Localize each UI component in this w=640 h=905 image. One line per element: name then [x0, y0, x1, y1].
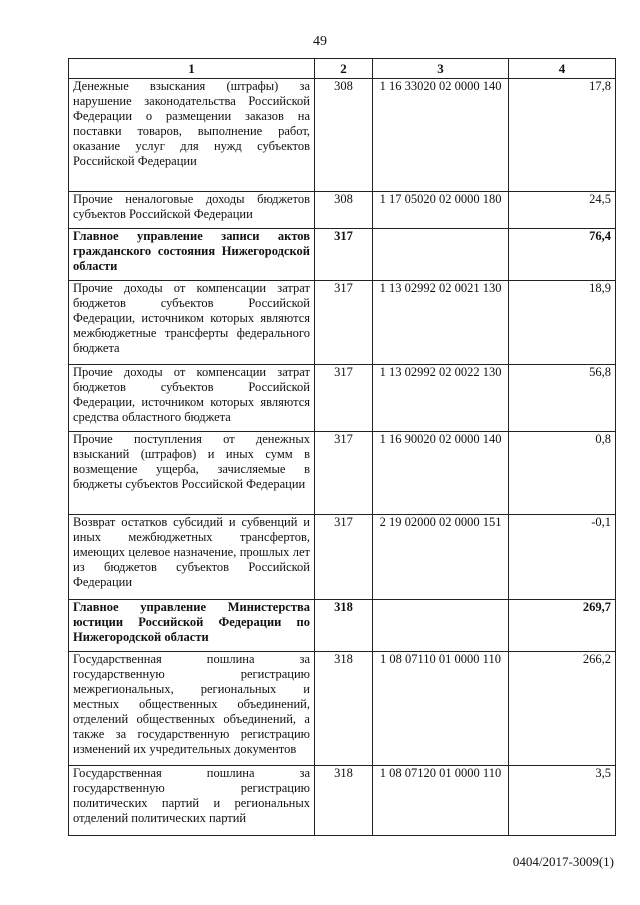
column-header-1: 1 — [69, 59, 315, 79]
table-row — [69, 79, 616, 192]
row-amount: 24,5 — [509, 192, 616, 229]
row-code: 317 — [315, 229, 373, 281]
column-header-2: 2 — [315, 59, 373, 79]
row-name: Главное управление Министерства юстиции Российской Федерации по Нижегородской области — [69, 600, 315, 652]
row-name: Возврат остатков субсидий и субвенций и иных межбюджетных трансфертов, имеющих целевое назначение, прошлых лет из бюджетов субъектов Российской Федерации — [69, 515, 315, 600]
row-kbk: 1 17 05020 02 0000 180 — [373, 192, 509, 229]
document-registration-code: 0404/2017-3009(1) — [512, 854, 614, 869]
row-code: 318 — [315, 600, 373, 652]
row-kbk: 2 19 02000 02 0000 151 — [373, 515, 509, 600]
row-kbk — [373, 600, 509, 652]
table-row-section — [69, 229, 616, 281]
row-name: Государственная пошлина за государственную регистрацию межрегиональных, региональных и местных общественных объединений, отделений общественных объединений, а также за государственную регистрацию изменений их учредительных документов — [69, 652, 315, 766]
row-name: Государственная пошлина за государственную регистрацию политических партий и региональных отделений политических партий — [69, 766, 315, 836]
row-code: 308 — [315, 192, 373, 229]
row-code: 318 — [315, 652, 373, 766]
table-row — [69, 192, 616, 229]
row-kbk — [373, 229, 509, 281]
row-amount: 3,5 — [509, 766, 616, 836]
row-amount: 269,7 — [509, 600, 616, 652]
row-name: Прочие поступления от денежных взысканий (штрафов) и иных сумм в возмещение ущерба, зачисляемые в бюджеты субъектов Российской Федерации — [69, 432, 315, 515]
row-kbk: 1 16 90020 02 0000 140 — [373, 432, 509, 515]
row-amount: 266,2 — [509, 652, 616, 766]
table-row — [69, 432, 616, 515]
row-kbk: 1 08 07120 01 0000 110 — [373, 766, 509, 836]
row-code: 317 — [315, 281, 373, 365]
column-header-3: 3 — [373, 59, 509, 79]
row-code: 308 — [315, 79, 373, 192]
row-kbk: 1 13 02992 02 0021 130 — [373, 281, 509, 365]
table-row — [69, 652, 616, 766]
row-name: Прочие доходы от компенсации затрат бюджетов субъектов Российской Федерации, источником которых являются межбюджетные трансферты федерального бюджета — [69, 281, 315, 365]
row-code: 317 — [315, 365, 373, 432]
table-row — [69, 281, 616, 365]
row-name: Главное управление записи актов гражданского состояния Нижегородской области — [69, 229, 315, 281]
row-kbk: 1 08 07110 01 0000 110 — [373, 652, 509, 766]
row-amount: -0,1 — [509, 515, 616, 600]
table-header-row — [69, 59, 616, 79]
row-amount: 18,9 — [509, 281, 616, 365]
page-number: 49 — [313, 34, 327, 49]
row-code: 317 — [315, 432, 373, 515]
row-amount: 76,4 — [509, 229, 616, 281]
column-header-4: 4 — [509, 59, 616, 79]
table-row-section — [69, 600, 616, 652]
row-amount: 17,8 — [509, 79, 616, 192]
revenue-table — [68, 58, 616, 836]
table-row — [69, 365, 616, 432]
row-kbk: 1 16 33020 02 0000 140 — [373, 79, 509, 192]
table-row — [69, 515, 616, 600]
row-amount: 0,8 — [509, 432, 616, 515]
row-code: 318 — [315, 766, 373, 836]
row-kbk: 1 13 02992 02 0022 130 — [373, 365, 509, 432]
table-row — [69, 766, 616, 836]
row-code: 317 — [315, 515, 373, 600]
row-name: Прочие неналоговые доходы бюджетов субъектов Российской Федерации — [69, 192, 315, 229]
row-name: Прочие доходы от компенсации затрат бюджетов субъектов Российской Федерации, источником которых являются средства областного бюджета — [69, 365, 315, 432]
row-amount: 56,8 — [509, 365, 616, 432]
row-name: Денежные взыскания (штрафы) за нарушение законодательства Российской Федерации о размещении заказов на поставки товаров, выполнение работ, оказание услуг для нужд субъектов Российской Федерации — [69, 79, 315, 192]
